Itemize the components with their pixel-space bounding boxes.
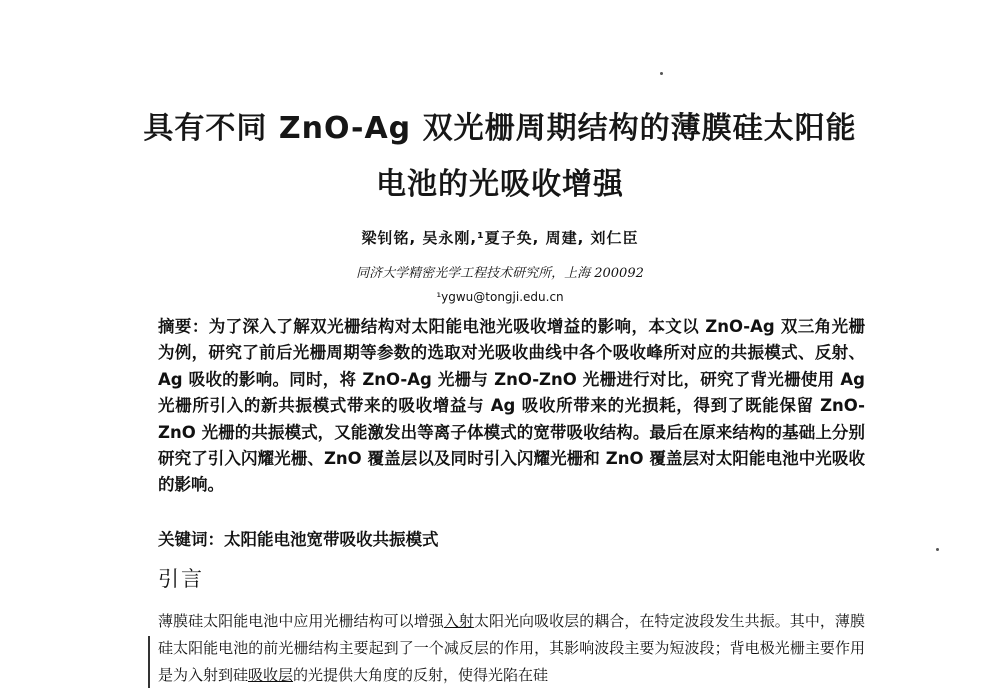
paper-title-line-1: 具有不同 ZnO-Ag 双光栅周期结构的薄膜硅太阳能 <box>143 111 857 146</box>
body-text-segment: 太阳光向吸收层的耦合，在特定波段发生共振。其中，薄膜硅太阳能电池的前光栅结构主要起到了一个减反层的作用，其影响波段主要为短波段；背电极光栅主要作用是为入射到硅 <box>158 612 865 684</box>
contact-email: ¹ygwu@tongji.edu.cn <box>436 290 564 304</box>
author-list: 梁钊铭, 吴永刚,¹夏子奂, 周建, 刘仁臣 <box>361 229 639 247</box>
scan-speck <box>936 548 939 551</box>
section-heading-introduction: 引言 <box>158 567 204 591</box>
scan-speck <box>660 72 663 75</box>
paper-title-line-2: 电池的光吸收增强 <box>376 167 624 202</box>
abstract-paragraph: 摘要：为了深入了解双光栅结构对太阳能电池光吸收增益的影响，本文以 ZnO-Ag 双三角光栅为例，研究了前后光栅周期等参数的选取对光吸收曲线中各个吸收峰所对应的共振模式、反射、Ag 吸收的影响。同时，将 ZnO-Ag 光栅与 ZnO-ZnO 光栅进行对比，研究了背光栅使用 Ag 光栅所引入的新共振模式带来的吸收增益与 Ag 吸收所带来的光损耗，得到了既能保留 ZnO-ZnO 光栅的共振模式，又能激发出等离子体模式的宽带吸收结构。最后在原来结构的基础上分别研究了引入闪耀光栅、ZnO 覆盖层以及同时引入闪耀光栅和 ZnO 覆盖层对太阳能电池中光吸收的影响。 <box>158 317 865 495</box>
keywords-line: 关键词：太阳能电池宽带吸收共振模式 <box>158 530 439 549</box>
affiliation: 同济大学精密光学工程技术研究所，上海 200092 <box>356 266 644 281</box>
body-text-segment: 薄膜硅太阳能电池中应用光栅结构可以增强 <box>158 612 444 630</box>
underlined-term: 吸收层 <box>248 666 294 684</box>
underlined-term: 入射 <box>443 612 474 630</box>
body-text-segment: 的光提供大角度的反射，使得光陷在硅 <box>293 666 549 684</box>
margin-line-mark <box>148 636 150 688</box>
introduction-paragraph <box>158 608 865 689</box>
